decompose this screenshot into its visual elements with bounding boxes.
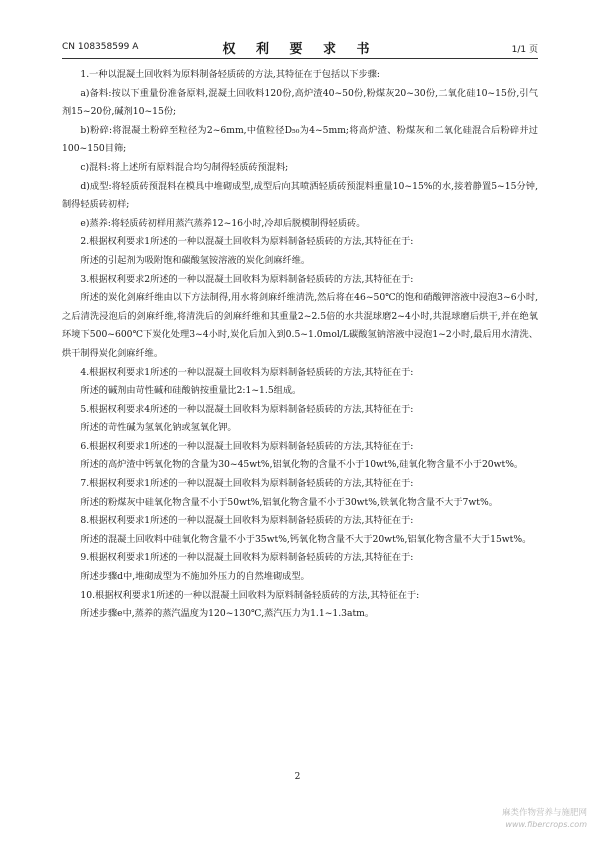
claim-paragraph: 1.一种以混凝土回收料为原料制备轻质砖的方法,其特征在于包括以下步骤: bbox=[80, 69, 380, 80]
claim-paragraph: 所述的高炉渣中钙氧化物的含量为30~45wt%,铝氧化物的含量不小于10wt%,硅氧化物含量不小于20wt%。 bbox=[80, 459, 524, 471]
claims-body bbox=[62, 66, 538, 624]
claim-paragraph: a)备料:按以下重量份准备原料,混凝土回收料120份,高炉渣40~50份,粉煤灰20~30份,二氧化硅10~15份,引气剂15~20份,碱剂10~15份; bbox=[62, 87, 538, 118]
claim-paragraph: 2.根据权利要求1所述的一种以混凝土回收料为原料制备轻质砖的方法,其特征在于: bbox=[80, 236, 414, 248]
claim-paragraph: b)粉碎:将混凝土粉碎至粒径为2~6mm,中值粒径D₅₀为4~5mm;将高炉渣、粉煤灰和二氧化硅混合后粉碎并过100~150目筛; bbox=[62, 124, 538, 155]
header-divider bbox=[62, 58, 538, 59]
claim-paragraph: 8.根据权利要求1所述的一种以混凝土回收料为原料制备轻质砖的方法,其特征在于: bbox=[80, 515, 414, 527]
claim-paragraph: c)混料:将上述所有原料混合均匀制得轻质砖预混料; bbox=[80, 161, 289, 173]
claim-paragraph: 所述步骤e中,蒸养的蒸汽温度为120~130℃,蒸汽压力为1.1~1.3atm。 bbox=[80, 608, 375, 620]
claim-paragraph: 4.根据权利要求1所述的一种以混凝土回收料为原料制备轻质砖的方法,其特征在于: bbox=[80, 366, 414, 378]
page-header bbox=[62, 38, 538, 56]
claim-paragraph: 所述步骤d中,堆砌成型为不施加外压力的自然堆砌成型。 bbox=[80, 571, 310, 583]
document-title: 权 利 要 求 书 bbox=[222, 42, 378, 57]
claim-paragraph: 所述的粉煤灰中硅氧化物含量不小于50wt%,铝氧化物含量不小于30wt%,铁氧化物含量不大于7wt%。 bbox=[80, 496, 498, 508]
watermark-site-name: 麻类作物营养与施肥网 bbox=[501, 808, 587, 818]
claim-paragraph: 所述的碱剂由苛性碱和硅酸钠按重量比2:1~1.5组成。 bbox=[80, 385, 302, 397]
claim-paragraph: 3.根据权利要求2所述的一种以混凝土回收料为原料制备轻质砖的方法,其特征在于: bbox=[80, 273, 414, 285]
claim-paragraph: 6.根据权利要求1所述的一种以混凝土回收料为原料制备轻质砖的方法,其特征在于: bbox=[80, 440, 414, 452]
claim-paragraph: 5.根据权利要求4所述的一种以混凝土回收料为原料制备轻质砖的方法,其特征在于: bbox=[80, 403, 414, 415]
claim-paragraph: 7.根据权利要求1所述的一种以混凝土回收料为原料制备轻质砖的方法,其特征在于: bbox=[80, 478, 414, 490]
document-number: CN 108358599 A bbox=[62, 42, 139, 52]
claim-paragraph: d)成型:将轻质砖预混料在模具中堆砌成型,成型后向其喷洒轻质砖预混料重量10~15%的水,接着静置5~15分钟,制得轻质砖初样; bbox=[62, 180, 538, 211]
watermark-url: www.fibercrops.com bbox=[505, 820, 587, 829]
claim-paragraph: 所述的引起剂为吸附饱和碳酸氢铵溶液的炭化剑麻纤维。 bbox=[80, 254, 311, 266]
claim-paragraph: e)蒸养:将轻质砖初样用蒸汽蒸养12~16小时,冷却后脱模制得轻质砖。 bbox=[80, 217, 366, 229]
page-number: 2 bbox=[294, 772, 301, 782]
claim-paragraph: 10.根据权利要求1所述的一种以混凝土回收料为原料制备轻质砖的方法,其特征在于: bbox=[80, 589, 420, 601]
claim-paragraph: 所述的混凝土回收料中硅氧化物含量不小于35wt%,钙氧化物含量不大于20wt%,铝氧化物含量不大于15wt%。 bbox=[80, 533, 532, 545]
site-watermark bbox=[502, 808, 587, 830]
page-info: 1/1 页 bbox=[511, 45, 538, 55]
claim-paragraph: 9.根据权利要求1所述的一种以混凝土回收料为原料制备轻质砖的方法,其特征在于: bbox=[80, 552, 414, 564]
claim-paragraph: 所述的炭化剑麻纤维由以下方法制得,用水将剑麻纤维清洗,然后将在46~50℃的饱和硝酸钾溶液中浸泡3~6小时,之后清洗浸泡后的剑麻纤维,将清洗后的剑麻纤维和其重量2~2.5倍的水共混球磨2~4小时,共混球磨后烘干,并在绝氧环境下500~600℃下炭化处理3~4小时,炭化后加入到0.5~1.0mol/L碳酸氢钠溶液中浸泡1~2小时,最后用水清洗、烘干制得炭化剑麻纤维。 bbox=[62, 292, 538, 359]
claim-paragraph: 所述的苛性碱为氢氧化钠或氢氧化钾。 bbox=[80, 422, 237, 434]
